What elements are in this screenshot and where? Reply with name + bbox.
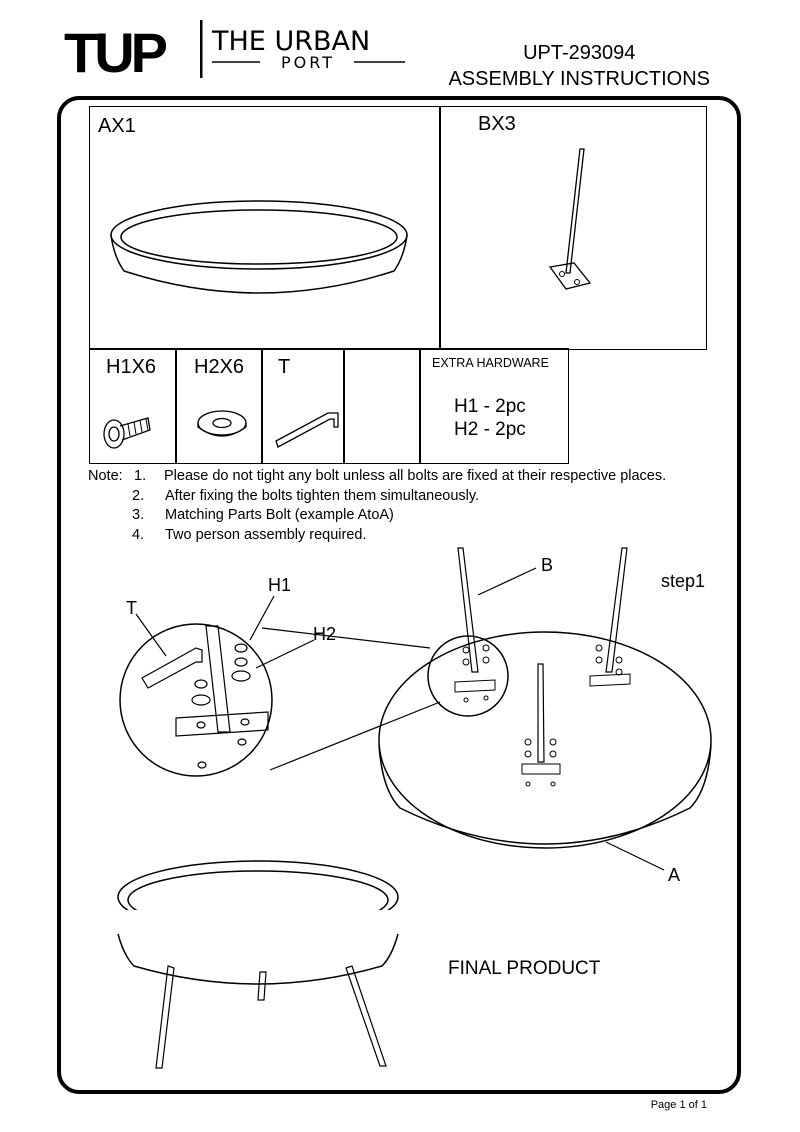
washer-icon <box>194 407 250 443</box>
header-title <box>448 40 710 92</box>
part-t-box <box>261 348 345 464</box>
document-title: ASSEMBLY INSTRUCTIONS <box>448 68 710 90</box>
part-h2-label: H2X6 <box>194 356 245 378</box>
extra-h2: H2 - 2pc <box>454 419 526 440</box>
brand-subname: PORT <box>281 53 335 72</box>
part-a-box <box>89 106 441 350</box>
note-number: 1. <box>134 468 147 484</box>
step-label: step1 <box>661 571 706 591</box>
note-1 <box>88 467 738 487</box>
callout-t: T <box>126 598 137 618</box>
part-h2-box <box>175 348 263 464</box>
empty-box <box>343 348 421 464</box>
callout-h2: H2 <box>313 624 337 644</box>
part-a-label: AX1 <box>98 115 136 137</box>
model-number: UPT-293094 <box>523 42 636 64</box>
note-text: After fixing the bolts tighten them simultaneously. <box>165 487 480 504</box>
assembly-diagram <box>0 540 800 910</box>
note-number: 4. <box>132 526 145 543</box>
leg-drawing <box>540 145 600 295</box>
note-text: Two person assembly required. <box>165 526 367 543</box>
note-text: Matching Parts Bolt (example AtoA) <box>165 507 394 523</box>
extra-hardware-title: EXTRA HARDWARE <box>432 356 549 370</box>
note-3 <box>88 506 738 526</box>
extra-hardware-box <box>419 348 569 464</box>
callout-a: A <box>668 865 681 885</box>
callout-h1: H1 <box>268 575 292 595</box>
notes <box>88 467 738 545</box>
callout-b: B <box>541 555 554 575</box>
part-b-box <box>439 106 707 350</box>
final-product-label: FINAL PRODUCT <box>448 958 601 979</box>
note-text: Please do not tight any bolt unless all bolts are fixed at their respective places. <box>164 468 667 484</box>
part-h1-label: H1X6 <box>106 356 157 378</box>
page-number: Page 1 of 1 <box>650 1099 707 1111</box>
bolt-icon <box>100 404 160 454</box>
part-h1-box <box>89 348 177 464</box>
part-b-label: BX3 <box>478 113 516 135</box>
note-prefix: Note: <box>88 468 123 484</box>
note-number: 3. <box>132 507 145 523</box>
logo-mark: TUP <box>64 21 164 80</box>
note-number: 2. <box>132 487 145 504</box>
part-t-label: T <box>278 356 291 378</box>
allen-key-icon <box>272 407 342 449</box>
brand-logo <box>62 18 412 85</box>
tabletop-tray-drawing <box>104 197 414 307</box>
extra-h1: H1 - 2pc <box>454 396 526 417</box>
brand-name: THE URBAN <box>212 26 371 57</box>
final-product-drawing <box>110 930 400 1078</box>
note-2 <box>88 487 738 507</box>
